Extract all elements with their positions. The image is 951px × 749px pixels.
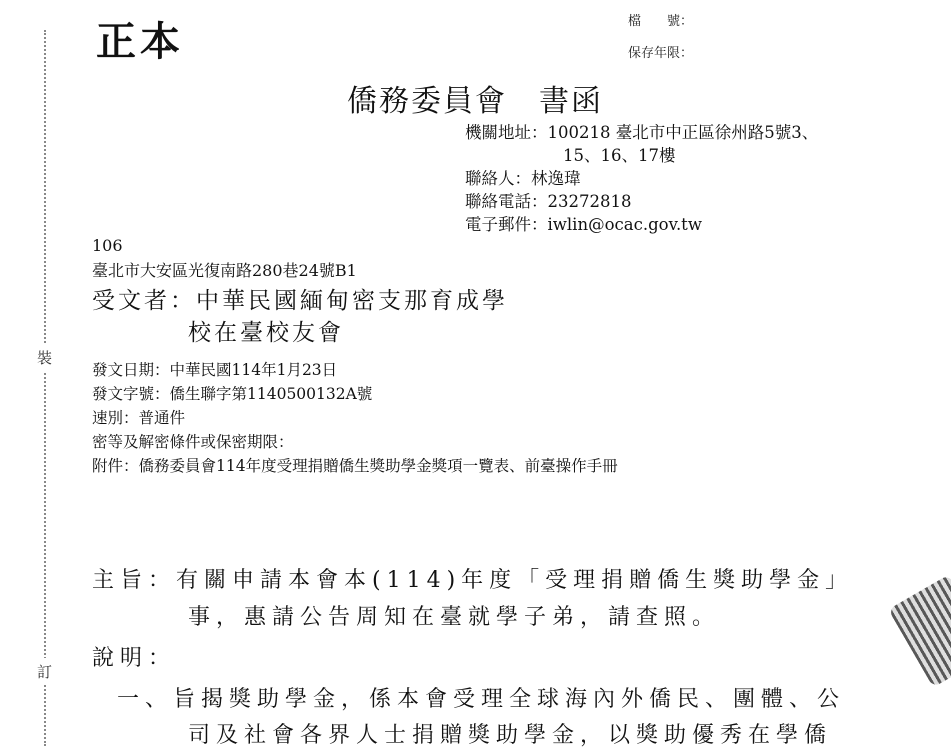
file-number-label: 檔 號： <box>628 14 694 29</box>
sender-phone: 聯絡電話：23272818 <box>465 192 632 211</box>
subject-line1: 主旨：有關申請本會本(114)年度「受理捐贈僑生獎助學金」 <box>92 568 854 593</box>
recipient-line2: 校在臺校友會 <box>188 320 344 346</box>
issue-date: 發文日期：中華民國114年1月23日 <box>92 361 338 379</box>
barcode-stamp-decoration <box>888 575 951 688</box>
subject-line2: 事，惠請公告周知在臺就學子弟，請查照。 <box>188 605 721 630</box>
recipient-zip: 106 <box>92 236 123 255</box>
secrecy-level: 密等及解密條件或保密期限： <box>92 433 294 451</box>
recipient-street: 臺北市大安區光復南路280巷24號B1 <box>92 261 357 280</box>
explanation-label: 說明： <box>92 646 177 671</box>
sender-address-line2: 15、16、17樓 <box>563 146 676 165</box>
retention-period-label: 保存年限： <box>628 46 694 61</box>
document-title: 僑務委員會 書函 <box>347 84 603 119</box>
speed-category: 速別：普通件 <box>92 409 186 427</box>
copy-label: 正本 <box>96 18 184 65</box>
recipient-line1: 受文者：中華民國緬甸密支那育成學 <box>92 288 508 314</box>
explanation-item1-line2: 司及社會各界人士捐贈獎助學金，以獎助優秀在學僑 <box>188 723 833 748</box>
attachments: 附件：僑務委員會114年度受理捐贈僑生獎助學金獎項一覽表、前臺操作手冊 <box>92 457 618 475</box>
issue-number: 發文字號：僑生聯字第1140500132A號 <box>92 385 373 403</box>
binding-mark: 訂 <box>37 658 52 685</box>
binding-mark: 裝 <box>37 344 52 371</box>
sender-address-line1: 機關地址：100218 臺北市中正區徐州路5號3、 <box>465 123 819 142</box>
sender-contact: 聯絡人：林逸瑋 <box>465 169 581 188</box>
binding-line <box>44 30 46 746</box>
sender-email: 電子郵件：iwlin@ocac.gov.tw <box>465 215 702 234</box>
explanation-item1-line1: 一、旨揭獎助學金，係本會受理全球海內外僑民、團體、公 <box>117 687 846 712</box>
